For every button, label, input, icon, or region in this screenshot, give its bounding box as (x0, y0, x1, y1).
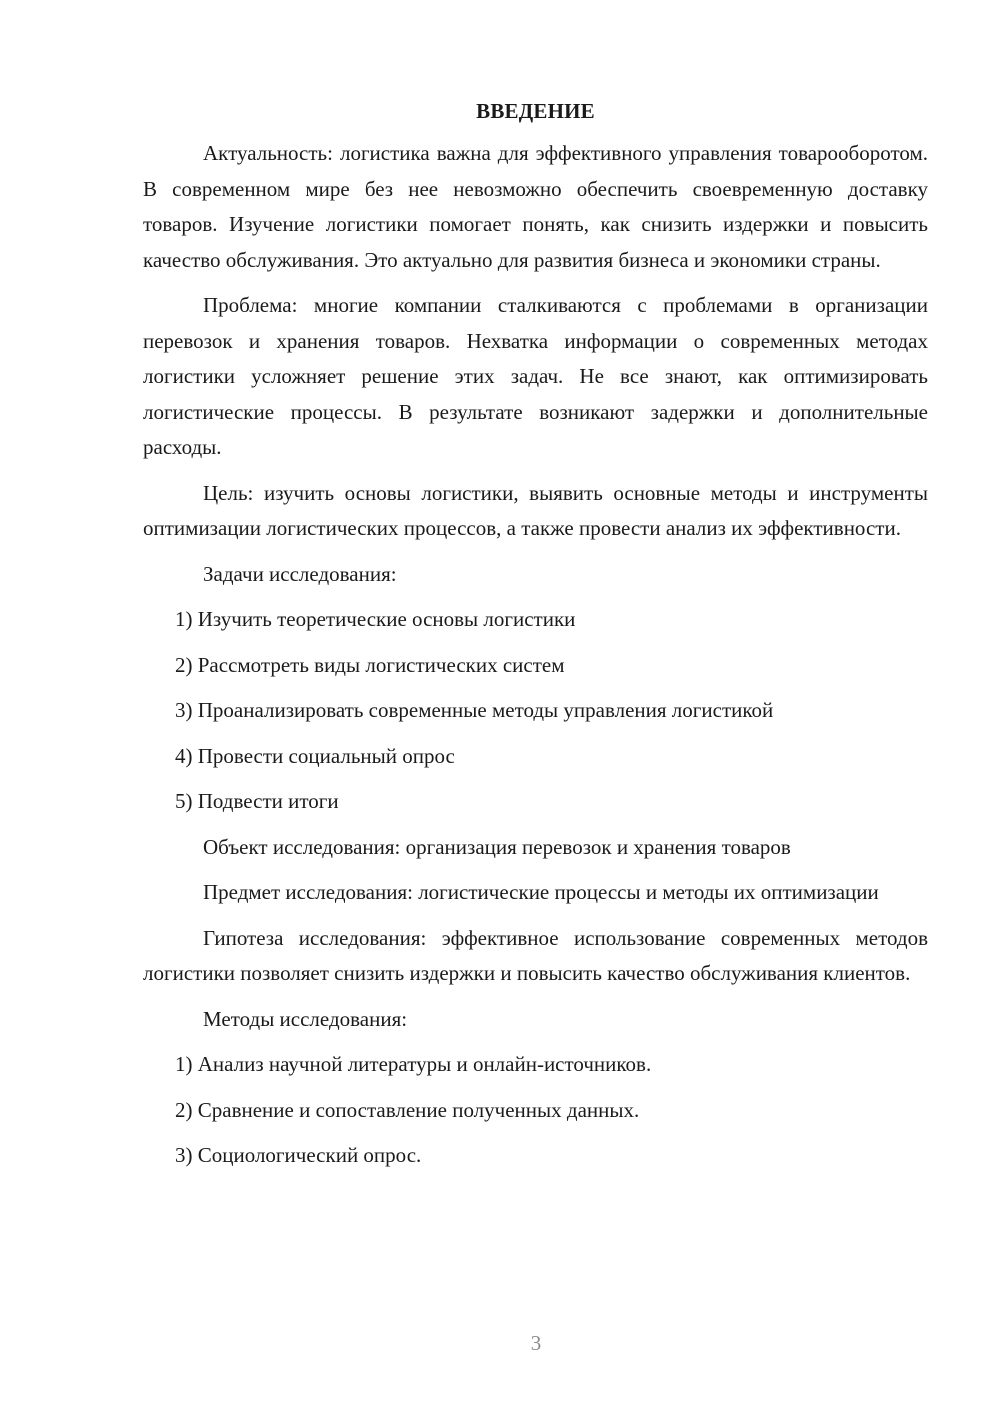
object-line: Объект исследования: организация перевозок и хранения товаров (203, 834, 791, 859)
task-item: 5) Подвести итоги (175, 789, 339, 813)
page-number: 3 (530, 1331, 542, 1355)
problem-paragraph: Проблема: многие компании сталкиваются с проблемами в организации перевозок и хранения товаров. Нехватка информации о современных методах логистики усложняет решение этих задач. Не все знают, как оптимизировать логистические процессы. В результате возникают задержки и дополнительные расходы. (143, 293, 928, 459)
methods-heading: Методы исследования: (203, 1006, 408, 1031)
task-item: 3) Проанализировать современные методы управления логистикой (175, 698, 774, 722)
task-item: 2) Рассмотреть виды логистических систем (175, 652, 565, 677)
hypothesis-paragraph: Гипотеза исследования: эффективное использование современных методов логистики позволяет снизить издержки и повысить качество обслуживания клиентов. (143, 925, 928, 985)
subject-paragraph: Предмет исследования: логистические процессы и методы их оптимизации (203, 880, 879, 904)
goal-paragraph: Цель: изучить основы логистики, выявить основные методы и инструменты оптимизации логистических процессов, а также провести анализ их эффективности. (143, 480, 928, 540)
method-item: 2) Сравнение и сопоставление полученных данных. (175, 1097, 640, 1122)
task-item: 1) Изучить теоретические основы логистики (175, 607, 576, 631)
method-item: 3) Социологический опрос. (175, 1143, 422, 1167)
task-item: 4) Провести социальный опрос (175, 743, 455, 768)
page-content (143, 96, 928, 1184)
method-item: 1) Анализ научной литературы и онлайн-источников. (175, 1052, 652, 1076)
relevance-paragraph: Актуальность: логистика важна для эффективного управления товарооборотом. В современном мире без нее невозможно обеспечить своевременную доставку товаров. Изучение логистики помогает понять, как снизить издержки и повысить качество обслуживания. Это актуально для развития бизнеса и экономики страны. (143, 141, 928, 272)
page-title: ВВЕДЕНИЕ (476, 99, 595, 123)
tasks-heading: Задачи исследования: (203, 561, 397, 586)
